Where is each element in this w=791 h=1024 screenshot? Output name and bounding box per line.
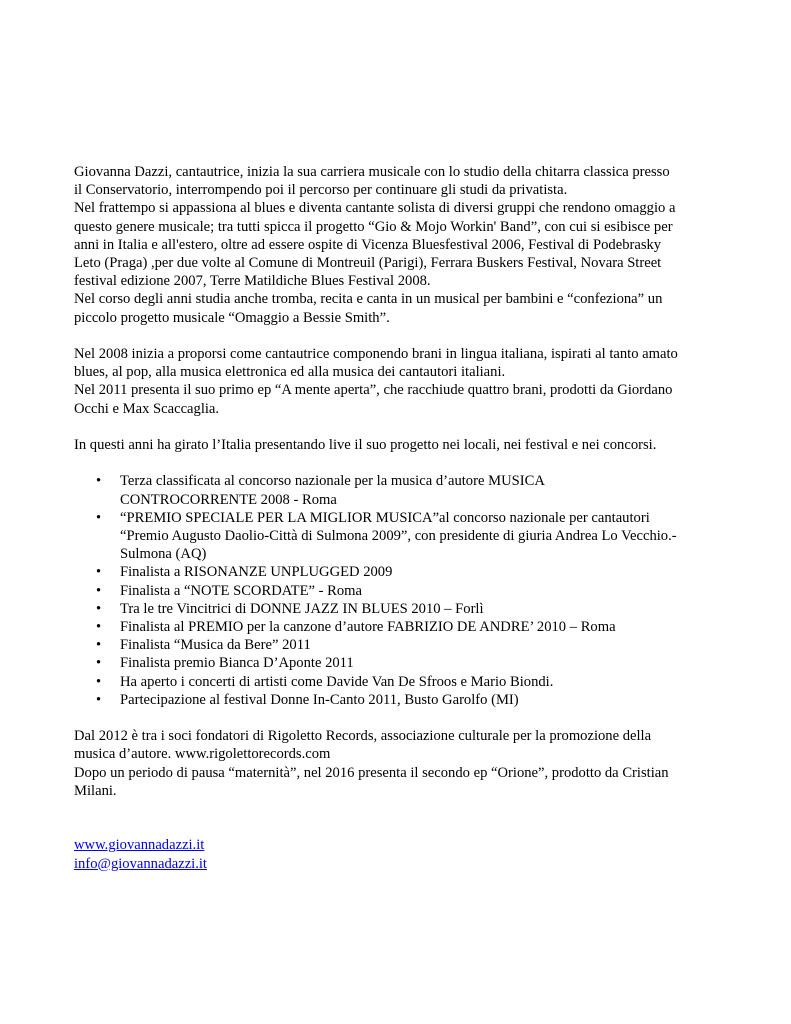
intro-paragraph-3: Nel corso degli anni studia anche tromba, recita e canta in un musical per bambini e “confeziona” un piccolo progetto musicale “Omaggio a Bessie Smith”. bbox=[74, 291, 663, 326]
closing-paragraph-2: Dopo un periodo di pausa “maternità”, nel 2016 presenta il secondo ep “Orione”, prodotto da Cristian Milani. bbox=[74, 764, 669, 799]
list-item bbox=[74, 636, 724, 654]
career-paragraph-1: Nel 2008 inizia a proporsi come cantautrice componendo brani in lingua italiana, ispirati al tanto amato blues, al pop, alla musica elettronica ed alla musica dei cantautori italiani. bbox=[74, 346, 678, 381]
email-link[interactable]: info@giovannadazzi.it bbox=[74, 855, 207, 872]
paragraph-spacer bbox=[74, 709, 724, 727]
award-text: Partecipazione al festival Donne In-Canto 2011, Busto Garolfo (MI) bbox=[120, 691, 519, 708]
intro-paragraph-2: Nel frattempo si appassiona al blues e diventa cantante solista di diversi gruppi che rendono omaggio a questo genere musicale; tra tutti spicca il progetto “Gio & Mojo Workin' Band”, con cui si esibisce per anni in Italia e all'estero, oltre ad essere ospite di Vicenza Bluesfestival 2006, Festival di Podebrasky Leto (Praga) ,per due volte al Comune di Montreuil (Parigi), Ferrara Buskers Festival, Novara Street festival edizione 2007, Terre Matildiche Blues Festival 2008. bbox=[74, 200, 676, 290]
awards-list bbox=[74, 472, 724, 709]
award-text: Finalista a RISONANZE UNPLUGGED 2009 bbox=[120, 564, 393, 581]
website-link[interactable]: www.giovannadazzi.it bbox=[74, 837, 205, 854]
list-item bbox=[74, 691, 724, 709]
bullet-icon: • bbox=[96, 691, 102, 708]
bullet-icon: • bbox=[96, 673, 102, 690]
bullet-icon: • bbox=[96, 637, 102, 654]
list-item bbox=[74, 673, 724, 691]
list-item bbox=[74, 600, 724, 618]
bullet-icon: • bbox=[96, 600, 102, 617]
list-item bbox=[74, 509, 724, 564]
paragraph-spacer bbox=[74, 327, 724, 345]
award-text: “PREMIO SPECIALE PER LA MIGLIOR MUSICA”al concorso nazionale per cantautori “Premio Augusto Daolio-Città di Sulmona 2009”, con presidente di giuria Andrea Lo Vecchio.- Sulmona (AQ) bbox=[120, 509, 677, 563]
document-body bbox=[74, 163, 724, 873]
award-text: Finalista al PREMIO per la canzone d’autore FABRIZIO DE ANDRE’ 2010 – Roma bbox=[120, 619, 616, 636]
paragraph-spacer bbox=[74, 818, 724, 836]
award-text: Finalista premio Bianca D’Aponte 2011 bbox=[120, 655, 354, 672]
list-item bbox=[74, 582, 724, 600]
list-item bbox=[74, 563, 724, 581]
bullet-icon: • bbox=[96, 619, 102, 636]
award-text: Finalista “Musica da Bere” 2011 bbox=[120, 637, 311, 654]
paragraph-spacer bbox=[74, 800, 724, 818]
career-paragraph-2: Nel 2011 presenta il suo primo ep “A mente aperta”, che racchiude quattro brani, prodotti da Giordano Occhi e Max Scaccaglia. bbox=[74, 382, 673, 417]
award-text: Finalista a “NOTE SCORDATE” - Roma bbox=[120, 582, 362, 599]
bullet-icon: • bbox=[96, 655, 102, 672]
bullet-icon: • bbox=[96, 582, 102, 599]
closing-paragraph-1: Dal 2012 è tra i soci fondatori di Rigoletto Records, associazione culturale per la promozione della musica d’autore. www.rigolettorecords.com bbox=[74, 728, 652, 763]
list-item bbox=[74, 654, 724, 672]
list-item bbox=[74, 618, 724, 636]
paragraph-spacer bbox=[74, 454, 724, 472]
paragraph-spacer bbox=[74, 418, 724, 436]
bullet-icon: • bbox=[96, 473, 102, 490]
award-text: Tra le tre Vincitrici di DONNE JAZZ IN BLUES 2010 – Forlì bbox=[120, 600, 484, 617]
contact-links bbox=[74, 836, 724, 872]
bullet-icon: • bbox=[96, 564, 102, 581]
award-text: Ha aperto i concerti di artisti come Davide Van De Sfroos e Mario Biondi. bbox=[120, 673, 554, 690]
list-item bbox=[74, 472, 724, 508]
bullet-icon: • bbox=[96, 509, 102, 526]
intro-paragraph-1: Giovanna Dazzi, cantautrice, inizia la sua carriera musicale con lo studio della chitarra classica presso il Conservatorio, interrompendo poi il percorso per continuare gli studi da privatista. bbox=[74, 164, 670, 199]
award-text: Terza classificata al concorso nazionale per la musica d’autore MUSICA CONTROCORRENTE 2008 - Roma bbox=[120, 473, 545, 508]
tour-paragraph: In questi anni ha girato l’Italia presentando live il suo progetto nei locali, nei festival e nei concorsi. bbox=[74, 437, 657, 454]
